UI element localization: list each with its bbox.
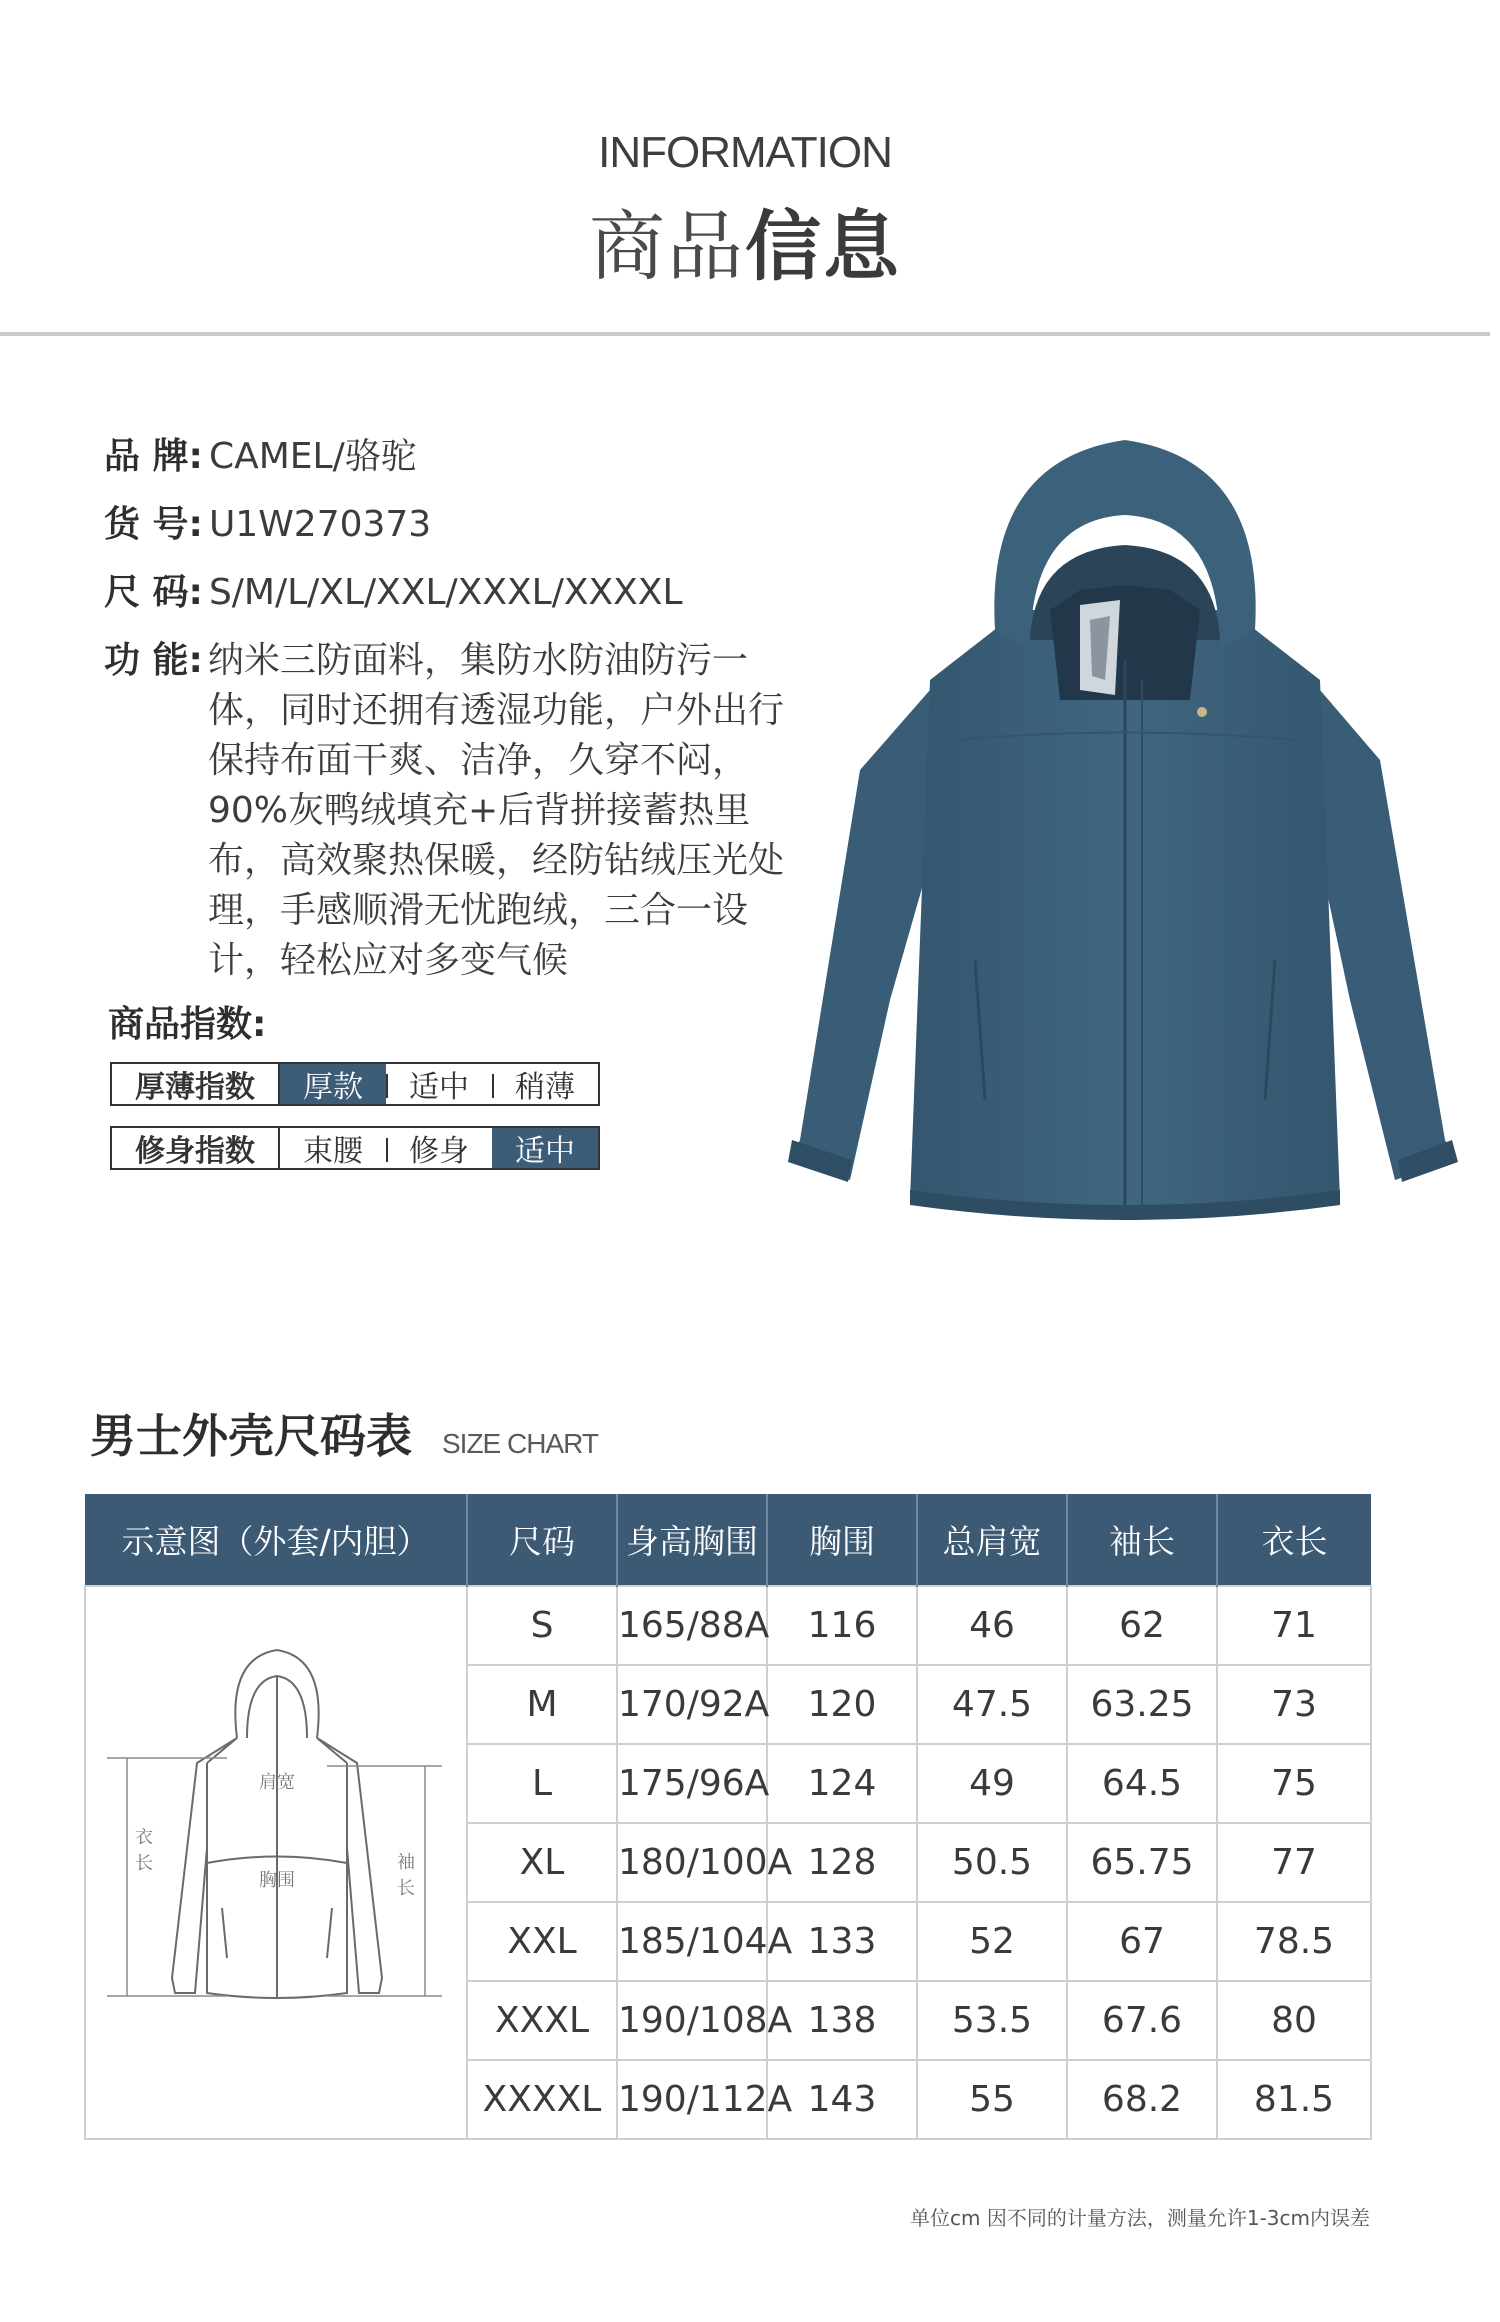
cell-shoulder: 49: [917, 1744, 1067, 1823]
cell-size: XL: [467, 1823, 617, 1902]
cell-size: M: [467, 1665, 617, 1744]
cell-height-chest: 190/108A: [617, 1981, 767, 2060]
cell-shoulder: 50.5: [917, 1823, 1067, 1902]
cell-chest: 116: [767, 1586, 917, 1665]
size-chart-header-row: [85, 1494, 1371, 1586]
brand-row: [104, 432, 417, 482]
jacket-diagram-cell: [85, 1586, 467, 2139]
cell-shoulder: 52: [917, 1902, 1067, 1981]
cell-length: 78.5: [1217, 1902, 1371, 1981]
cell-sleeve: 68.2: [1067, 2060, 1217, 2139]
cell-height-chest: 165/88A: [617, 1586, 767, 1665]
section-title-cn: [0, 186, 1490, 295]
cell-chest: 138: [767, 1981, 917, 2060]
cell-length: 73: [1217, 1665, 1371, 1744]
thickness-index-label: 厚薄指数: [112, 1064, 280, 1104]
cell-shoulder: 47.5: [917, 1665, 1067, 1744]
cell-chest: 124: [767, 1744, 917, 1823]
cell-length: 77: [1217, 1823, 1371, 1902]
cell-sleeve: 63.25: [1067, 1665, 1217, 1744]
diagram-shoulder-label: 肩宽: [259, 1772, 295, 1793]
header-chest: 胸围: [767, 1494, 917, 1586]
header-height-chest: 身高胸围: [617, 1494, 767, 1586]
cell-height-chest: 180/100A: [617, 1823, 767, 1902]
cell-sleeve: 67: [1067, 1902, 1217, 1981]
cell-chest: 120: [767, 1665, 917, 1744]
diagram-sleeve-label: [397, 1852, 415, 1899]
cell-chest: 133: [767, 1902, 917, 1981]
diagram-length-label-char-2: 长: [135, 1853, 153, 1874]
cell-length: 71: [1217, 1586, 1371, 1665]
cell-sleeve: 65.75: [1067, 1823, 1217, 1902]
size-value: S/M/L/XL/XXL/XXXL/XXXXL: [208, 572, 683, 613]
cell-length: 75: [1217, 1744, 1371, 1823]
fit-option-regular: 适中: [492, 1128, 598, 1168]
thickness-index: [110, 1062, 600, 1106]
cell-length: 80: [1217, 1981, 1371, 2060]
thickness-option-medium: 适中: [386, 1064, 492, 1104]
cell-height-chest: 185/104A: [617, 1902, 767, 1981]
title-bold: 信息: [745, 202, 901, 291]
fit-index-label: 修身指数: [112, 1128, 280, 1168]
measurement-note: 单位cm 因不同的计量方法，测量允许1-3cm内误差: [910, 2206, 1370, 2230]
size-row: [104, 568, 683, 618]
sku-value: U1W270373: [208, 504, 432, 545]
cell-size: XXXL: [467, 1981, 617, 2060]
cell-sleeve: 62: [1067, 1586, 1217, 1665]
cell-sleeve: 67.6: [1067, 1981, 1217, 2060]
table-row: [85, 1586, 1371, 1665]
function-label: 功 能:: [104, 640, 203, 681]
brand-value: CAMEL/骆驼: [208, 436, 417, 477]
diagram-sleeve-label-char-2: 长: [397, 1878, 415, 1899]
fit-index: [110, 1126, 600, 1170]
cell-height-chest: 190/112A: [617, 2060, 767, 2139]
cell-size: XXXXL: [467, 2060, 617, 2139]
cell-chest: 143: [767, 2060, 917, 2139]
cell-shoulder: 53.5: [917, 1981, 1067, 2060]
indices-title: 商品指数:: [108, 1004, 267, 1045]
title-light: 商品: [589, 202, 745, 291]
fit-option-slim: 修身: [386, 1128, 492, 1168]
header-size: 尺码: [467, 1494, 617, 1586]
header-shoulder: 总肩宽: [917, 1494, 1067, 1586]
header-diagram: 示意图（外套/内胆）: [85, 1494, 467, 1586]
diagram-length-label: [135, 1827, 153, 1874]
size-chart-subtitle: SIZE CHART: [442, 1428, 598, 1459]
section-title-en: INFORMATION: [598, 128, 892, 177]
header-sleeve: 袖长: [1067, 1494, 1217, 1586]
diagram-chest-label: 胸围: [259, 1870, 295, 1891]
cell-height-chest: 175/96A: [617, 1744, 767, 1823]
diagram-length-label-char-1: 衣: [135, 1827, 153, 1848]
jacket-measure-diagram: [87, 1588, 465, 2128]
cell-length: 81.5: [1217, 2060, 1371, 2139]
cell-shoulder: 55: [917, 2060, 1067, 2139]
size-chart-table: [84, 1494, 1372, 2140]
fit-option-waisted: 束腰: [303, 1134, 363, 1169]
header-length: 衣长: [1217, 1494, 1371, 1586]
size-label: 尺 码:: [104, 572, 203, 613]
cell-shoulder: 46: [917, 1586, 1067, 1665]
cell-sleeve: 64.5: [1067, 1744, 1217, 1823]
product-jacket-image: [780, 440, 1470, 1230]
thickness-option-thick: 厚款: [280, 1064, 386, 1104]
size-chart-title: 男士外壳尺码表: [90, 1409, 412, 1463]
cell-chest: 128: [767, 1823, 917, 1902]
cell-size: XXL: [467, 1902, 617, 1981]
cell-height-chest: 170/92A: [617, 1665, 767, 1744]
brand-label: 品 牌:: [104, 436, 203, 477]
sku-row: [104, 500, 431, 550]
header-divider: [0, 332, 1490, 336]
function-value: 纳米三防面料，集防水防油防污一体，同时还拥有透湿功能，户外出行保持布面干爽、洁净，久穿不闷，90%灰鸭绒填充+后背拼接蓄热里布，高效聚热保暖，经防钻绒压光处理，手感顺滑无忧跑绒，三合一设计，轻松应对多变气候: [208, 640, 785, 981]
thickness-option-thin: 稍薄: [492, 1064, 598, 1104]
cell-size: S: [467, 1586, 617, 1665]
cell-size: L: [467, 1744, 617, 1823]
sku-label: 货 号:: [104, 504, 203, 545]
diagram-sleeve-label-char-1: 袖: [397, 1852, 415, 1873]
